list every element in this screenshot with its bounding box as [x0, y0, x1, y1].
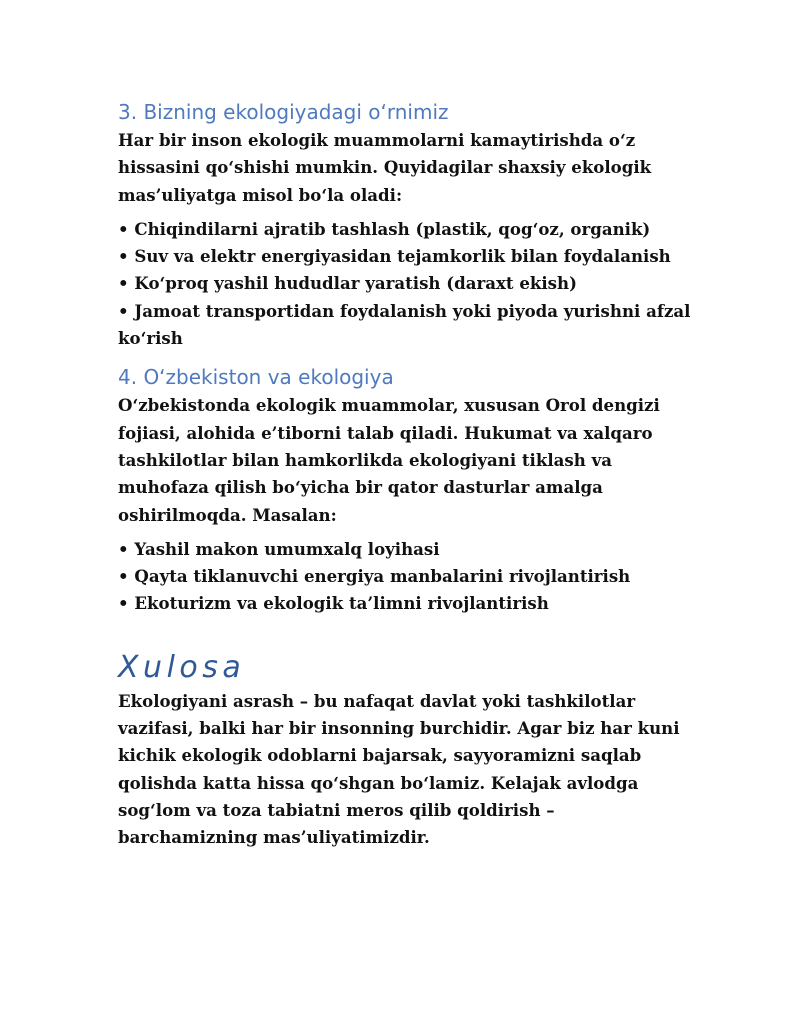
conclusion-heading: Xulosa: [118, 649, 246, 685]
list-item: • Suv va elektr energiyasidan tejamkorlik bilan foydalanish: [118, 246, 671, 267]
section-3-paragraph: Har bir inson ekologik muammolarni kamaytirishda o‘z hissasini qo‘shishi mumkin. Quyidagilar shaxsiy ekologik mas’uliyatga misol bo‘la oladi:: [118, 130, 652, 205]
conclusion-paragraph: Ekologiyani asrash – bu nafaqat davlat yoki tashkilotlar vazifasi, balki har bir insonning burchidir. Agar biz har kuni kichik ekologik odoblarni bajarsak, sayyoramizni saqlab qolishda katta hissa qo‘shgan bo‘lamiz. Kelajak avlodga sog‘lom va toza tabiatni meros qilib qoldirish – barchamizning mas’uliyatimizdir.: [118, 690, 680, 848]
section-4-paragraph: O‘zbekistonda ekologik muammolar, xususan Orol dengizi fojiasi, alohida e’tiborni talab qiladi. Hukumat va xalqaro tashkilotlar bilan hamkorlikda ekologiyani tiklash va muhofaza qilish bo‘yicha bir qator dasturlar amalga oshirilmoqda. Masalan:: [118, 395, 660, 525]
section-3-list: [118, 216, 698, 352]
list-item: • Chiqindilarni ajratib tashlash (plastik, qog‘oz, organik): [118, 218, 651, 239]
list-item: • Qayta tiklanuvchi energiya manbalarini rivojlantirish: [118, 566, 631, 587]
list-item: • Yashil makon umumxalq loyihasi: [118, 538, 440, 559]
section-4-heading: 4. O‘zbekiston va ekologiya: [118, 365, 394, 390]
document-page: [118, 92, 698, 852]
list-item: • Jamoat transportidan foydalanish yoki piyoda yurishni afzal ko‘rish: [118, 300, 691, 349]
list-item: • Ekoturizm va ekologik ta’limni rivojlantirish: [118, 593, 549, 614]
section-4-list: [118, 536, 698, 618]
section-3-heading: 3. Bizning ekologiyadagi o‘rnimiz: [118, 100, 449, 124]
list-item: • Ko‘proq yashil hududlar yaratish (daraxt ekish): [118, 273, 577, 294]
